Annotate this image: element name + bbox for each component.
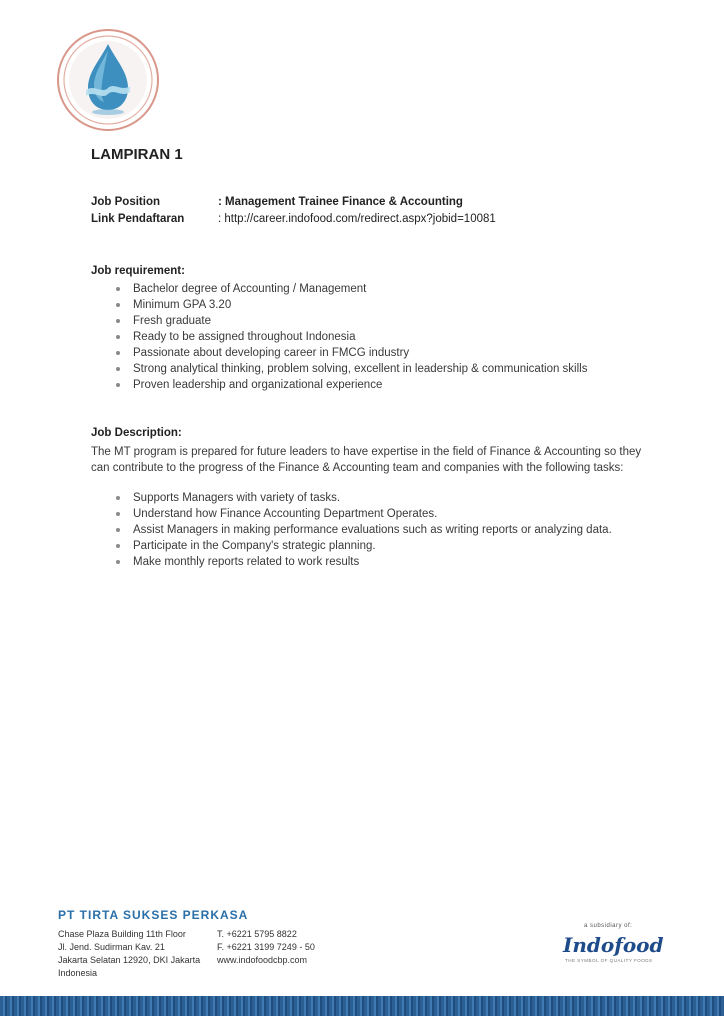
registration-link-value[interactable]: : http://career.indofood.com/redirect.aspx?jobid=10081: [218, 213, 496, 225]
list-item: Passionate about developing career in FMCG industry: [91, 345, 587, 361]
list-item: Ready to be assigned throughout Indonesia: [91, 329, 587, 345]
description-paragraph: The MT program is prepared for future leaders to have expertise in the field of Finance & Accounting so they can contribute to the progress of the Finance & Accounting team and companies with the following tasks:: [91, 446, 642, 474]
address-line: Indonesia: [58, 968, 98, 978]
list-item: Strong analytical thinking, problem solving, excellent in leadership & communication skills: [91, 361, 587, 377]
registration-link-row: [91, 213, 496, 225]
job-position-row: [91, 196, 463, 208]
requirements-title: Job requirement:: [91, 265, 185, 277]
address-line: Chase Plaza Building 11th Floor: [58, 929, 186, 939]
list-item: Understand how Finance Accounting Department Operates.: [91, 506, 612, 522]
company-address: [58, 928, 200, 980]
list-item: Participate in the Company's strategic planning.: [91, 538, 612, 554]
address-line: Jl. Jend. Sudirman Kav. 21: [58, 942, 165, 952]
list-item: Assist Managers in making performance evaluations such as writing reports or analyzing data.: [91, 522, 612, 538]
list-item: Supports Managers with variety of tasks.: [91, 490, 612, 506]
website-link[interactable]: www.indofoodcbp.com: [217, 955, 308, 965]
water-drop-logo-icon: [56, 28, 160, 132]
footer-bar: [0, 996, 724, 1016]
indofood-tagline: THE SYMBOL OF QUALITY FOODS: [565, 958, 653, 963]
list-item: Fresh graduate: [91, 313, 587, 329]
job-position-value: : Management Trainee Finance & Accounting: [218, 196, 463, 208]
list-item: Bachelor degree of Accounting / Management: [91, 281, 587, 297]
list-item: Minimum GPA 3.20: [91, 297, 587, 313]
list-item: Make monthly reports related to work results: [91, 554, 612, 570]
registration-link-label: Link Pendaftaran: [91, 213, 185, 225]
description-title: Job Description:: [91, 427, 182, 439]
company-contact: [217, 928, 315, 967]
company-name: PT TIRTA SUKSES PERKASA: [58, 908, 249, 922]
list-item: Proven leadership and organizational experience: [91, 377, 587, 393]
subsidiary-label: a subsidiary of:: [584, 923, 633, 929]
description-list: [91, 490, 612, 570]
job-position-label: Job Position: [91, 196, 160, 208]
address-line: Jakarta Selatan 12920, DKI Jakarta: [58, 955, 201, 965]
page-heading: LAMPIRAN 1: [91, 146, 183, 163]
phone: T. +6221 5795 8822: [217, 929, 297, 939]
indofood-logo: Indofood: [563, 933, 664, 957]
fax: F. +6221 3199 7249 - 50: [217, 942, 315, 952]
requirements-list: [91, 281, 587, 393]
